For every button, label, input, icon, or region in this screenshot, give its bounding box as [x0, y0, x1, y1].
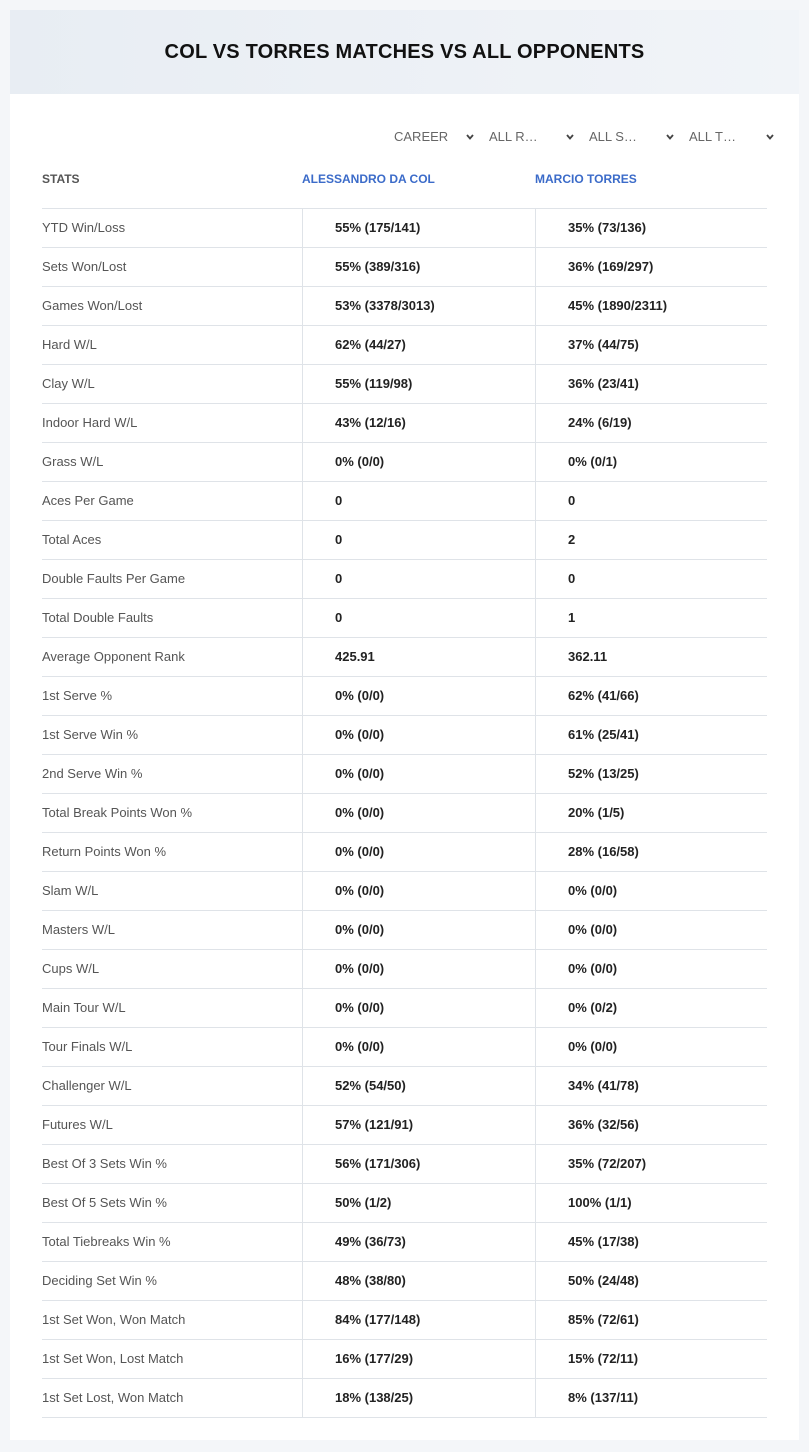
player1-value: 48% (38/80) — [302, 1262, 535, 1300]
stat-label: Challenger W/L — [42, 1078, 132, 1093]
stat-label: 1st Set Lost, Won Match — [42, 1390, 184, 1405]
player1-value: 57% (121/91) — [302, 1106, 535, 1144]
player1-value: 56% (171/306) — [302, 1145, 535, 1183]
stat-label: Best Of 3 Sets Win % — [42, 1156, 167, 1171]
filter-round-select[interactable] — [484, 126, 574, 148]
stat-label: Double Faults Per Game — [42, 571, 186, 586]
column-header-stats: STATS — [42, 172, 80, 186]
filter-surface-select[interactable] — [584, 126, 674, 148]
player1-value: 0% (0/0) — [302, 443, 535, 481]
player1-value: 0% (0/0) — [302, 716, 535, 754]
player2-value: 36% (169/297) — [535, 248, 767, 286]
stat-label: YTD Win/Loss — [42, 220, 126, 235]
player2-value: 61% (25/41) — [535, 716, 767, 754]
player1-value: 0% (0/0) — [302, 989, 535, 1027]
table-row — [42, 677, 767, 716]
table-row — [42, 1262, 767, 1301]
stat-label: Deciding Set Win % — [42, 1273, 157, 1288]
player2-value: 20% (1/5) — [535, 794, 767, 832]
table-row — [42, 326, 767, 365]
table-row — [42, 521, 767, 560]
table-row — [42, 1340, 767, 1379]
player2-value: 36% (32/56) — [535, 1106, 767, 1144]
filter-period-select[interactable] — [384, 126, 474, 148]
player1-value: 0% (0/0) — [302, 911, 535, 949]
stat-label: 1st Set Won, Won Match — [42, 1312, 186, 1327]
player2-value: 45% (1890/2311) — [535, 287, 767, 325]
chevron-down-icon — [466, 133, 474, 141]
stat-label: Total Aces — [42, 532, 102, 547]
player2-value: 28% (16/58) — [535, 833, 767, 871]
player2-value: 85% (72/61) — [535, 1301, 767, 1339]
player2-value: 52% (13/25) — [535, 755, 767, 793]
stat-label: 1st Set Won, Lost Match — [42, 1351, 184, 1366]
table-row — [42, 1145, 767, 1184]
player1-value: 0% (0/0) — [302, 950, 535, 988]
player1-value: 55% (175/141) — [302, 209, 535, 247]
chevron-down-icon — [566, 133, 574, 141]
table-row — [42, 1028, 767, 1067]
stat-label: Tour Finals W/L — [42, 1039, 133, 1054]
player1-value: 16% (177/29) — [302, 1340, 535, 1378]
page-title: COL VS TORRES MATCHES VS ALL OPPONENTS — [164, 40, 645, 63]
filter-surface-label: ALL S… — [589, 129, 637, 144]
player1-value: 43% (12/16) — [302, 404, 535, 442]
table-row — [42, 1106, 767, 1145]
stat-label: Masters W/L — [42, 922, 115, 937]
stat-label: 1st Serve % — [42, 688, 113, 703]
stats-card — [10, 10, 799, 1440]
player2-value: 0% (0/0) — [535, 1028, 767, 1066]
stat-label: Total Break Points Won % — [42, 805, 193, 820]
stat-label: Indoor Hard W/L — [42, 415, 138, 430]
filter-round-label: ALL R… — [489, 129, 538, 144]
stat-label: Best Of 5 Sets Win % — [42, 1195, 167, 1210]
table-row — [42, 248, 767, 287]
player2-value: 50% (24/48) — [535, 1262, 767, 1300]
player1-value: 0% (0/0) — [302, 872, 535, 910]
table-row — [42, 365, 767, 404]
player2-value: 0% (0/0) — [535, 911, 767, 949]
player1-value: 0% (0/0) — [302, 755, 535, 793]
table-row — [42, 638, 767, 677]
table-row — [42, 443, 767, 482]
table-row — [42, 833, 767, 872]
player1-value: 55% (389/316) — [302, 248, 535, 286]
stat-label: Total Double Faults — [42, 610, 154, 625]
table-header — [42, 170, 767, 208]
stat-label: Hard W/L — [42, 337, 97, 352]
player2-value: 8% (137/11) — [535, 1379, 767, 1417]
player2-value: 362.11 — [535, 638, 767, 676]
column-header-player1[interactable]: ALESSANDRO DA COL — [302, 172, 435, 186]
stats-table — [42, 208, 767, 1418]
table-row — [42, 794, 767, 833]
player2-value: 0% (0/0) — [535, 872, 767, 910]
player1-value: 0% (0/0) — [302, 794, 535, 832]
player2-value: 35% (73/136) — [535, 209, 767, 247]
stat-label: Main Tour W/L — [42, 1000, 126, 1015]
filter-tournament-label: ALL T… — [689, 129, 736, 144]
player1-value: 49% (36/73) — [302, 1223, 535, 1261]
table-row — [42, 404, 767, 443]
stat-label: Cups W/L — [42, 961, 100, 976]
player2-value: 62% (41/66) — [535, 677, 767, 715]
stat-label: Return Points Won % — [42, 844, 167, 859]
player2-value: 0% (0/1) — [535, 443, 767, 481]
player1-value: 50% (1/2) — [302, 1184, 535, 1222]
table-row — [42, 911, 767, 950]
player2-value: 0% (0/0) — [535, 950, 767, 988]
table-row — [42, 755, 767, 794]
player2-value: 45% (17/38) — [535, 1223, 767, 1261]
player1-value: 53% (3378/3013) — [302, 287, 535, 325]
table-row — [42, 1379, 767, 1418]
stat-label: Grass W/L — [42, 454, 104, 469]
player1-value: 55% (119/98) — [302, 365, 535, 403]
stat-label: 2nd Serve Win % — [42, 766, 143, 781]
table-row — [42, 950, 767, 989]
player2-value: 0 — [535, 560, 767, 598]
player1-value: 0% (0/0) — [302, 833, 535, 871]
column-header-player2[interactable]: MARCIO TORRES — [535, 172, 637, 186]
player1-value: 52% (54/50) — [302, 1067, 535, 1105]
table-row — [42, 716, 767, 755]
player1-value: 0 — [302, 482, 535, 520]
player2-value: 100% (1/1) — [535, 1184, 767, 1222]
stat-label: Sets Won/Lost — [42, 259, 127, 274]
player1-value: 0 — [302, 521, 535, 559]
player2-value: 0% (0/2) — [535, 989, 767, 1027]
player2-value: 34% (41/78) — [535, 1067, 767, 1105]
stat-label: Clay W/L — [42, 376, 95, 391]
player2-value: 37% (44/75) — [535, 326, 767, 364]
stat-label: Futures W/L — [42, 1117, 113, 1132]
player1-value: 0% (0/0) — [302, 1028, 535, 1066]
table-row — [42, 872, 767, 911]
player1-value: 0 — [302, 599, 535, 637]
table-row — [42, 1301, 767, 1340]
table-row — [42, 599, 767, 638]
player2-value: 1 — [535, 599, 767, 637]
table-row — [42, 482, 767, 521]
stat-label: Average Opponent Rank — [42, 649, 185, 664]
player1-value: 0% (0/0) — [302, 677, 535, 715]
player2-value: 35% (72/207) — [535, 1145, 767, 1183]
stat-label: Games Won/Lost — [42, 298, 143, 313]
table-row — [42, 209, 767, 248]
stat-label: Aces Per Game — [42, 493, 134, 508]
player1-value: 62% (44/27) — [302, 326, 535, 364]
player1-value: 84% (177/148) — [302, 1301, 535, 1339]
page-header — [10, 10, 799, 94]
table-row — [42, 1223, 767, 1262]
player2-value: 36% (23/41) — [535, 365, 767, 403]
player2-value: 24% (6/19) — [535, 404, 767, 442]
player1-value: 425.91 — [302, 638, 535, 676]
table-row — [42, 287, 767, 326]
filter-period-label: CAREER — [394, 129, 449, 144]
player1-value: 18% (138/25) — [302, 1379, 535, 1417]
player1-value: 0 — [302, 560, 535, 598]
chevron-down-icon — [666, 133, 674, 141]
table-row — [42, 1067, 767, 1106]
player2-value: 2 — [535, 521, 767, 559]
stat-label: Total Tiebreaks Win % — [42, 1234, 171, 1249]
chevron-down-icon — [766, 133, 774, 141]
filter-bar — [384, 126, 766, 148]
table-row — [42, 989, 767, 1028]
filter-tournament-select[interactable] — [684, 126, 774, 148]
player2-value: 0 — [535, 482, 767, 520]
table-row — [42, 1184, 767, 1223]
stat-label: 1st Serve Win % — [42, 727, 139, 742]
table-row — [42, 560, 767, 599]
player2-value: 15% (72/11) — [535, 1340, 767, 1378]
stat-label: Slam W/L — [42, 883, 99, 898]
